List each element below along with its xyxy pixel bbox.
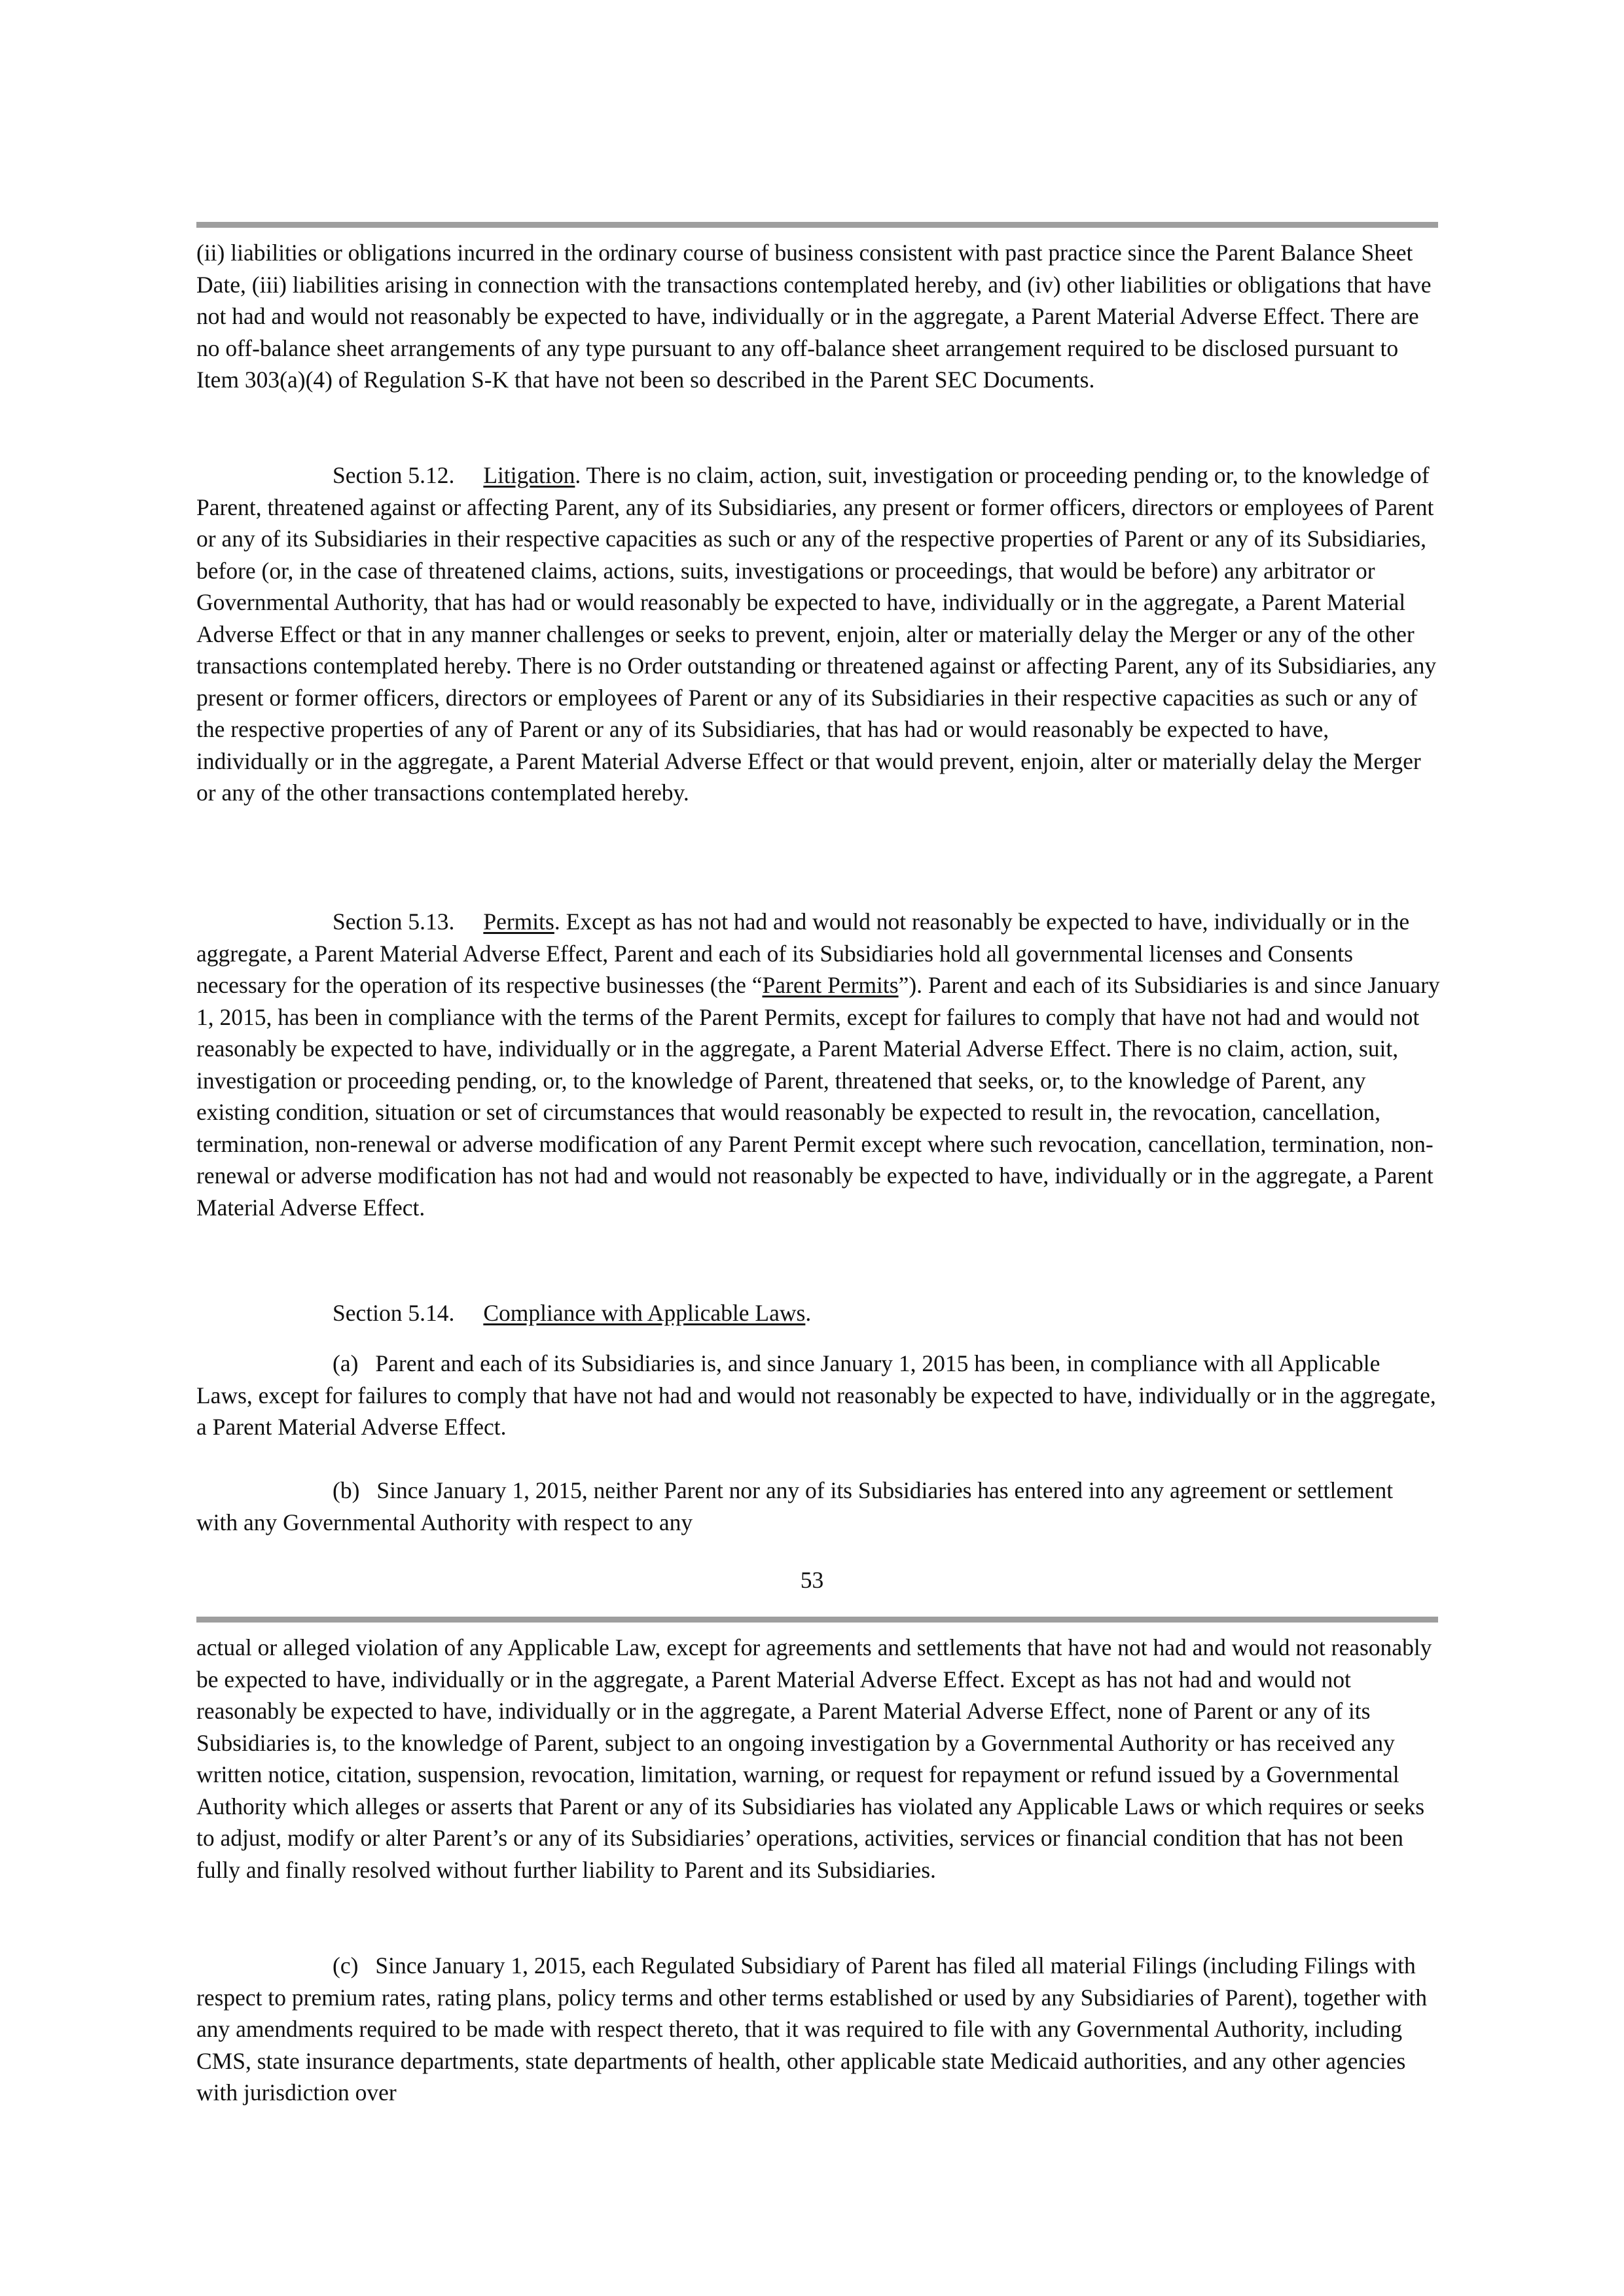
section-number: Section 5.14. [333,1300,455,1326]
page-break-rule [196,1617,1438,1623]
section-title: Compliance with Applicable Laws [483,1300,806,1326]
item-c-paragraph [196,1950,1440,2109]
section-5-13-paragraph [196,906,1440,1223]
continuation-paragraph [196,237,1440,396]
continuation-text: actual or alleged violation of any Applicable Law, except for agreements and settlements that have not had and would not reasonably be expected to have, individually or in the aggregate, a Parent Material Adverse Effect. Except as has not had and would not reasonably be expected to have, individually or in the aggregate, a Parent Material Adverse Effect, none of Parent or any of its Subsidiaries is, to the knowledge of Parent, subject to an ongoing investigation by a Governmental Authority or has received any written notice, citation, suspension, revocation, limitation, warning, or request for repayment or refund issued by a Governmental Authority which alleges or asserts that Parent or any of its Subsidiaries has violated any Applicable Laws or which requires or seeks to adjust, modify or alter Parent’s or any of its Subsidiaries’ operations, activities, services or financial condition that has not been fully and finally resolved without further liability to Parent and its Subsidiaries. [196,1634,1432,1883]
item-text: Since January 1, 2015, each Regulated Subsidiary of Parent has filed all material Filings (including Filings with respect to premium rates, rating plans, policy terms and other terms established or used by any Subsidiaries of Parent), together with any amendments required to be made with respect thereto, that it was required to file with any Governmental Authority, including CMS, state insurance departments, state departments of health, other applicable state Medicaid authorities, and any other agencies with jurisdiction over [196,1952,1428,2106]
item-label: (a) [333,1350,359,1376]
item-a-paragraph [196,1348,1440,1443]
section-5-12-paragraph [196,459,1440,809]
item-b-paragraph [196,1475,1440,1538]
item-label: (c) [333,1952,359,1979]
section-body: . Except as has not had and would not reasonably be expected to have, individually or in the aggregate, a Parent Material Adverse Effect, Parent and each of its Subsidiaries hold all governmental licenses and Consents necessary for the operation of its respective businesses (the “ [196,908,1410,998]
page-number: 53 [800,1567,824,1593]
continuation-paragraph [196,1632,1440,1886]
defined-term: Parent Permits [762,972,899,998]
continuation-text: (ii) liabilities or obligations incurred in the ordinary course of business consistent with past practice since the Parent Balance Sheet Date, (iii) liabilities arising in connection with the transactions contemplated hereby, and (iv) other liabilities or obligations that have not had and would not reasonably be expected to have, individually or in the aggregate, a Parent Material Adverse Effect. There are no off-balance sheet arrangements of any type pursuant to any off-balance sheet arrangement required to be disclosed pursuant to Item 303(a)(4) of Regulation S-K that have not been so described in the Parent SEC Documents. [196,240,1432,393]
section-body: ”). Parent and each of its Subsidiaries is and since January 1, 2015, has been in compliance with the terms of the Parent Permits, except for failures to comply that have not had and would not reasonably be expected to have, individually or in the aggregate, a Parent Material Adverse Effect. There is no claim, action, suit, investigation or proceeding pending, or, to the knowledge of Parent, threatened that seeks, or, to the knowledge of Parent, any existing condition, situation or set of circumstances that would reasonably be expected to result in, the revocation, cancellation, termination, non-renewal or adverse modification of any Parent Permit except where such revocation, cancellation, termination, non-renewal or adverse modification has not had and would not reasonably be expected to have, individually or in the aggregate, a Parent Material Adverse Effect. [196,972,1440,1221]
item-text: Since January 1, 2015, neither Parent nor any of its Subsidiaries has entered into any agreement or settlement with any Governmental Authority with respect to any [196,1477,1394,1535]
section-number: Section 5.12. [333,462,455,488]
section-title: Permits [483,908,554,935]
section-body: . There is no claim, action, suit, investigation or proceeding pending or, to the knowledge of Parent, threatened against or affecting Parent, any of its Subsidiaries, any present or former officers, directors or employees of Parent or any of its Subsidiaries in their respective capacities as such or any of the respective properties of Parent or any of its Subsidiaries, before (or, in the case of threatened claims, actions, suits, investigations or proceedings, that would be before) any arbitrator or Governmental Authority, that has had or would reasonably be expected to have, individually or in the aggregate, a Parent Material Adverse Effect or that in any manner challenges or seeks to prevent, enjoin, alter or materially delay the Merger or any of the other transactions contemplated hereby. There is no Order outstanding or threatened against or affecting Parent, any of its Subsidiaries, any present or former officers, directors or employees of Parent or any of its Subsidiaries in their respective capacities as such or any of the respective properties of any of Parent or any of its Subsidiaries, that has had or would reasonably be expected to have, individually or in the aggregate, a Parent Material Adverse Effect or that would prevent, enjoin, alter or materially delay the Merger or any of the other transactions contemplated hereby. [196,462,1437,806]
section-title: Litigation [483,462,575,488]
item-text: Parent and each of its Subsidiaries is, and since January 1, 2015 has been, in compliance with all Applicable Laws, except for failures to comply that have not had and would not reasonably be expected to have, individually or in the aggregate, a Parent Material Adverse Effect. [196,1350,1436,1440]
section-number: Section 5.13. [333,908,455,935]
item-label: (b) [333,1477,360,1503]
section-5-14-heading [333,1297,811,1329]
page-break-rule-top [196,222,1438,228]
section-title-suffix: . [805,1300,812,1326]
